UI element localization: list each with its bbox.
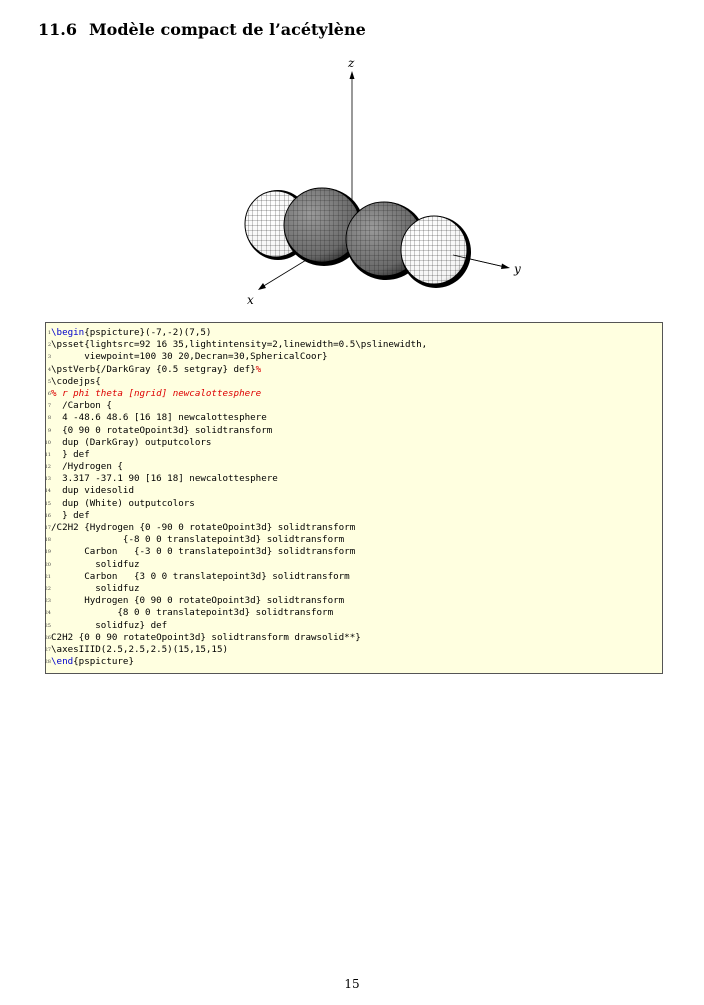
code-text [51,571,350,583]
line-number: 17 [44,525,51,531]
code-segment: } def [51,448,90,460]
code-segment: } def [51,509,90,521]
line-number: 9 [47,427,51,434]
line-number: 12 [44,464,51,471]
line-number: 11 [44,451,51,458]
code-text [51,546,355,558]
line-number: 13 [44,476,51,483]
line-number: 26 [44,634,51,641]
code-segment: solidfuz [51,558,140,570]
code-line [46,388,662,400]
code-line [46,339,662,351]
code-text [51,534,344,546]
code-text [51,327,211,339]
code-line [46,571,662,583]
code-text [51,510,90,522]
code-comment: % [255,363,262,375]
code-text [51,449,90,461]
code-line [46,425,662,437]
line-number: 20 [44,561,51,568]
code-segment: /C2H2 {Hydrogen {0 -90 0 rotateOpoint3d} solidtransform [51,522,356,533]
code-line [46,449,662,461]
code-keyword: \begin [51,327,85,338]
code-line [46,644,662,656]
code-text [51,400,112,412]
line-number: 2 [47,342,51,349]
code-segment: Carbon {-3 0 0 translatepoint3d} solidtransform [51,546,356,558]
code-segment: {pspicture}(-7,-2)(7,5) [84,327,212,338]
code-line [46,400,662,412]
section-heading [38,20,366,39]
code-segment: 4 -48.6 48.6 [16 18] newcalottesphere [51,412,267,424]
code-segment: solidfuz [51,582,140,594]
line-number: 8 [47,415,51,422]
acetylene-figure [230,55,530,310]
line-number: 19 [44,549,51,556]
line-number: 14 [44,488,51,495]
line-number: 16 [44,512,51,519]
line-number: 15 [44,500,51,507]
code-comment: % r phi theta [ngrid] newcalottesphere [51,387,262,399]
line-number: 27 [44,646,51,653]
code-line [46,534,662,546]
code-line [46,546,662,558]
code-text [51,632,361,644]
code-segment: 3.317 -37.1 90 [16 18] newcalottesphere [51,473,278,485]
code-line [46,473,662,485]
code-segment: Carbon {3 0 0 translatepoint3d} solidtransform [51,570,350,582]
code-segment: {pspicture} [73,656,134,668]
code-segment: \pstVerb{/DarkGray {0.5 setgray} def} [51,363,256,375]
page-number: 15 [344,977,360,991]
code-line [46,485,662,497]
line-number: 5 [47,378,51,385]
code-text [51,351,328,363]
code-segment: dup (White) outputcolors [51,497,195,509]
code-text [51,364,261,376]
code-segment: Hydrogen {0 90 0 rotateOpoint3d} solidtransform [51,595,345,607]
code-keyword: \end [51,656,74,668]
code-text [51,437,211,449]
section-title: Modèle compact de l’acétylène [88,20,366,39]
line-number: 24 [44,610,51,617]
x-axis-arrowhead [258,283,266,290]
code-text [51,425,272,437]
code-line [46,412,662,424]
code-text [51,498,195,510]
line-number: 18 [44,537,51,544]
code-text [51,607,333,619]
code-line [46,376,662,388]
code-line [46,437,662,449]
code-text [51,412,267,424]
code-listing [45,322,663,674]
code-segment: {0 90 0 rotateOpoint3d} solidtransform [51,424,273,436]
code-line [46,595,662,607]
code-segment: viewpoint=100 30 20,Decran=30,SphericalCoor} [51,351,328,363]
code-text [51,644,228,656]
code-text [51,522,355,534]
code-segment: \psset{lightsrc=92 16 35,lightintensity=2,linewidth=0.5\pslinewidth, [51,339,428,351]
code-text [51,339,427,351]
code-text [51,461,123,473]
code-line [46,620,662,632]
line-number: 10 [44,439,51,446]
code-line [46,522,662,534]
code-line [46,607,662,619]
line-number: 25 [44,622,51,629]
z-axis-arrowhead [350,71,355,79]
code-line [46,632,662,644]
code-text [51,595,344,607]
line-number: 4 [47,366,51,373]
code-segment: \axesIIID(2.5,2.5,2.5)(15,15,15) [51,643,229,655]
code-text [51,656,134,668]
code-segment: /Carbon { [51,400,112,412]
code-segment: dup (DarkGray) outputcolors [51,436,212,448]
code-text [51,485,134,497]
code-line [46,461,662,473]
code-segment: /Hydrogen { [51,461,123,473]
line-number: 3 [47,354,51,361]
line-number: 22 [44,585,51,592]
code-line [46,351,662,363]
section-number: 11.6 [38,20,77,39]
code-line [46,510,662,522]
code-line [46,583,662,595]
z-axis-label: z [348,56,355,70]
code-segment: C2H2 {0 0 90 rotateOpoint3d} solidtransform drawsolid**} [51,631,361,643]
code-lines [46,323,662,668]
line-number: 6 [47,390,51,397]
line-number: 28 [44,659,51,666]
code-line [46,364,662,376]
line-number: 1 [47,330,51,336]
code-text [51,376,101,388]
line-number: 21 [44,573,51,580]
code-line [46,498,662,510]
hydrogen-right [401,216,471,288]
code-text [51,388,261,400]
code-line [46,559,662,571]
line-number: 7 [47,403,51,410]
line-number: 23 [44,598,51,605]
code-segment: \codejps{ [51,375,101,387]
y-axis-label: y [514,262,521,276]
x-axis-label: x [247,293,254,307]
code-segment: solidfuz} def [51,619,168,631]
code-line [46,327,662,339]
code-text [51,620,167,632]
code-segment: {-8 0 0 translatepoint3d} solidtransform [51,534,345,546]
code-text [51,559,140,571]
code-segment: {8 0 0 translatepoint3d} solidtransform [51,607,334,619]
code-segment: dup videsolid [51,485,134,497]
code-text [51,583,140,595]
code-line [46,656,662,668]
code-text [51,473,278,485]
acetylene-3d-render [230,55,530,310]
